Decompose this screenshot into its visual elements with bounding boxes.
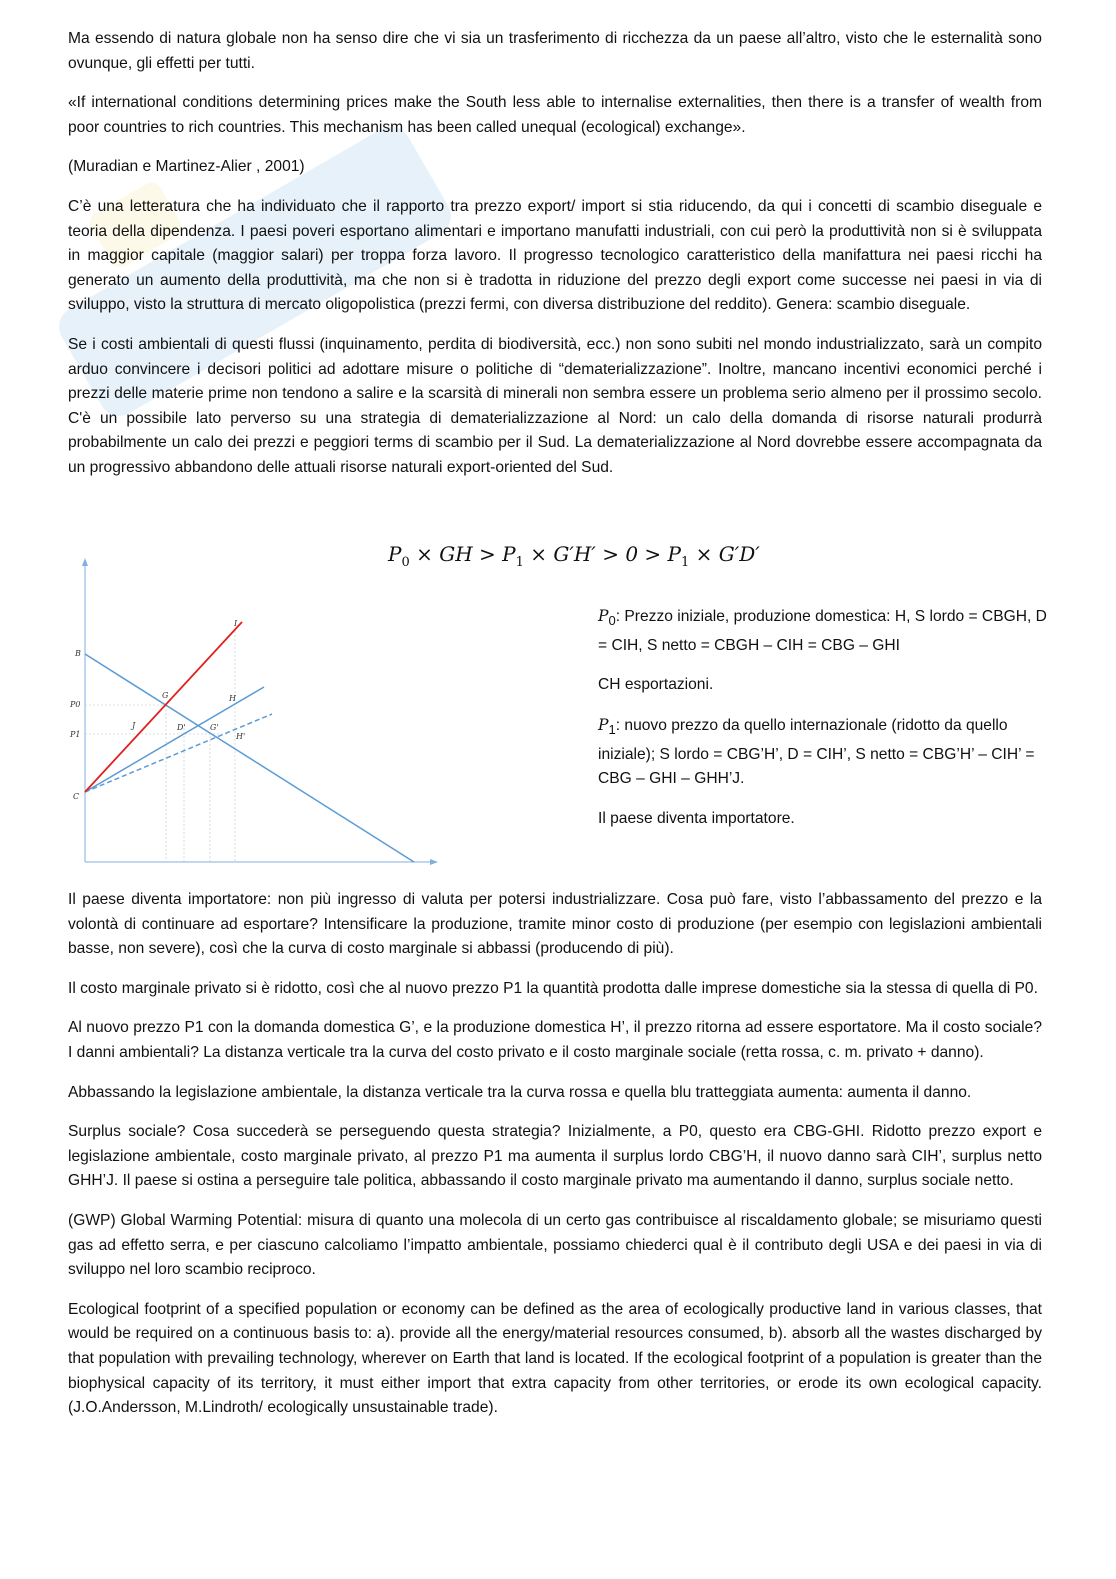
paragraph: Ma essendo di natura globale non ha senso dire che vi sia un trasferimento di ricchezza da un paese all’altro, visto che le esternalità sono ovunque, gli effetti per tutti. xyxy=(68,30,1042,72)
paragraph: Il paese diventa importatore: non più ingresso di valuta per potersi industrializzare. Cosa può fare, visto l’abbassamento del prezzo e la volontà di continuare ad esportare? Intensificare la produzione, tramite minor costo di produzione (per esempio con legislazioni ambientali basse, non severe), così che la curva di costo marginale si abbassi (producendo di più). xyxy=(68,891,1042,958)
top-text-block xyxy=(68,27,1042,496)
label-j: J xyxy=(132,721,136,730)
paragraph: (GWP) Global Warming Potential: misura di quanto una molecola di un certo gas contribuisce al riscaldamento globale; se misuriamo questi gas ad effetto serra, e per ciascuno calcoliamo l’impatto ambientale, possiamo chiederci qual è il contributo degli USA e dei paesi in via di sviluppo nel loro scambio reciproco. xyxy=(68,1211,1042,1279)
label-p1: P1 xyxy=(70,730,81,739)
demand-line xyxy=(85,654,414,862)
p0-description: $P_0$: Prezzo iniziale, produzione domestica: H, S lordo = CBGH, D = CIH, S netto = CBGH – CIH = CBG – GHI xyxy=(598,607,1047,654)
y-axis-arrow xyxy=(82,558,88,566)
label-h: H xyxy=(229,694,236,703)
supply-demand-diagram xyxy=(62,556,442,868)
paragraph: Ecological footprint of a specified population or economy can be defined as the area of ecologically productive land in various classes, that would be required on a continuous basis to: a). provide all the energy/material resources consumed, b). absorb all the wastes discharged by that population with prevailing technology, wherever on Earth that land is located. If the ecological footprint of a population is greater than the biophysical capacity of its territory, it must either import that extra capacity from other territories, or erode its own ecological capacity. (J.O.Andersson, M.Lindroth/ ecologically unsustainable trade). xyxy=(68,1300,1042,1417)
p1-description: $P_1$: nuovo prezzo da quello internazionale (ridotto da quello iniziale); S lordo = CBG’H’, D = CIH’, S netto = CBG’H’ – CIH’ = CBG – GHI – GHH’J. xyxy=(598,715,1035,788)
equation: $P_0$ × GH > $P_1 \times G'H' > 0 > P_1 \times G'D'$ xyxy=(388,542,760,570)
label-c: C xyxy=(73,792,80,801)
label-g-prime: G' xyxy=(210,723,219,732)
paragraph: Il costo marginale privato si è ridotto, così che al nuovo prezzo P1 la quantità prodotta dalle imprese domestiche sia la stessa di quella di P0. xyxy=(68,979,1038,997)
paragraph: C’è una letteratura che ha individuato che il rapporto tra prezzo export/ import si stia riducendo, da qui i concetti di scambio diseguale e teoria della dipendenza. I paesi poveri esportano alimentari e importano manufatti industriali, con cui però la produttività non si è sviluppata in maggior capitale (maggior salari) per troppa forza lavoro. Il progresso tecnologico caratteristico della manifattura nei paesi ricchi ha generato un aumento della produttività, ma che non si è tradotta in riduzione del prezzo degli export come successe nei paesi in via di sviluppo, visto la struttura di mercato oligopolistica (prezzi fermi, con diversa distribuzione del reddito). Genera: scambio diseguale. xyxy=(68,197,1042,314)
social-marginal-cost-line xyxy=(85,622,242,792)
paragraph: Al nuovo prezzo P1 con la domanda domestica G’, e la produzione domestica H’, il prezzo ritorna ad essere esportatore. Ma il costo sociale? I danni ambientali? La distanza verticale tra la curva del costo privato e il costo marginale sociale (retta rossa, c. m. privato + danno). xyxy=(68,1019,1042,1061)
importer-note: Il paese diventa importatore. xyxy=(598,809,795,827)
quote-paragraph: «If international conditions determining prices make the South less able to internalise externalities, then there is a transfer of wealth from poor countries to rich countries. This mechanism has been called unequal (ecological) exchange». xyxy=(68,94,1042,136)
diagram-explanation xyxy=(598,604,1048,846)
paragraph: Abbassando la legislazione ambientale, la distanza verticale tra la curva rossa e quella blu tratteggiata aumenta: aumenta il danno. xyxy=(68,1083,972,1101)
paragraph: Se i costi ambientali di questi flussi (inquinamento, perdita di biodiversità, ecc.) non sono subiti nel mondo industrializzato, sarà un compito arduo convincere i decisori politici ad adottare misure o politiche di “dematerializzazione”. Inoltre, mancano incentivi economici perché i prezzi delle materie prime non tendono a salire e la scarsità di minerali non sembra essere un problema serio almeno per il prossimo secolo. C'è un possibile lato perverso su una strategia di dematerializzazione al Nord: un calo della domanda di risorse naturali produrrà probabilmente un calo dei prezzi e peggiori terms di scambio per il Sud. La dematerializzazione al Nord dovrebbe essere accompagnata da un progressivo abbandono delle attuali risorse naturali export-oriented del Sud. xyxy=(68,335,1042,476)
label-i-top: I xyxy=(234,619,238,628)
label-p0: P0 xyxy=(70,700,81,709)
label-h-prime: H' xyxy=(236,732,246,741)
label-d-prime: D' xyxy=(177,723,186,732)
x-axis-arrow xyxy=(430,859,438,865)
bottom-text-block xyxy=(68,888,1042,1436)
citation: (Muradian e Martinez-Alier , 2001) xyxy=(68,158,305,176)
paragraph: Surplus sociale? Cosa succederà se perseguendo questa strategia? Inizialmente, a P0, questo era CBG-GHI. Ridotto prezzo export e legislazione ambientale, costo marginale privato, al prezzo P1 ma aumenta il surplus lordo CBG’H, il nuovo danno sarà CIH’, surplus netto GHH’J. Il paese si ostina a perseguire tale politica, abbassando il costo marginale privato ma aumentando il danno, surplus sociale netto. xyxy=(68,1123,1042,1190)
label-b: B xyxy=(75,649,81,658)
label-g: G xyxy=(162,691,169,700)
exports-note: CH esportazioni. xyxy=(598,676,714,694)
